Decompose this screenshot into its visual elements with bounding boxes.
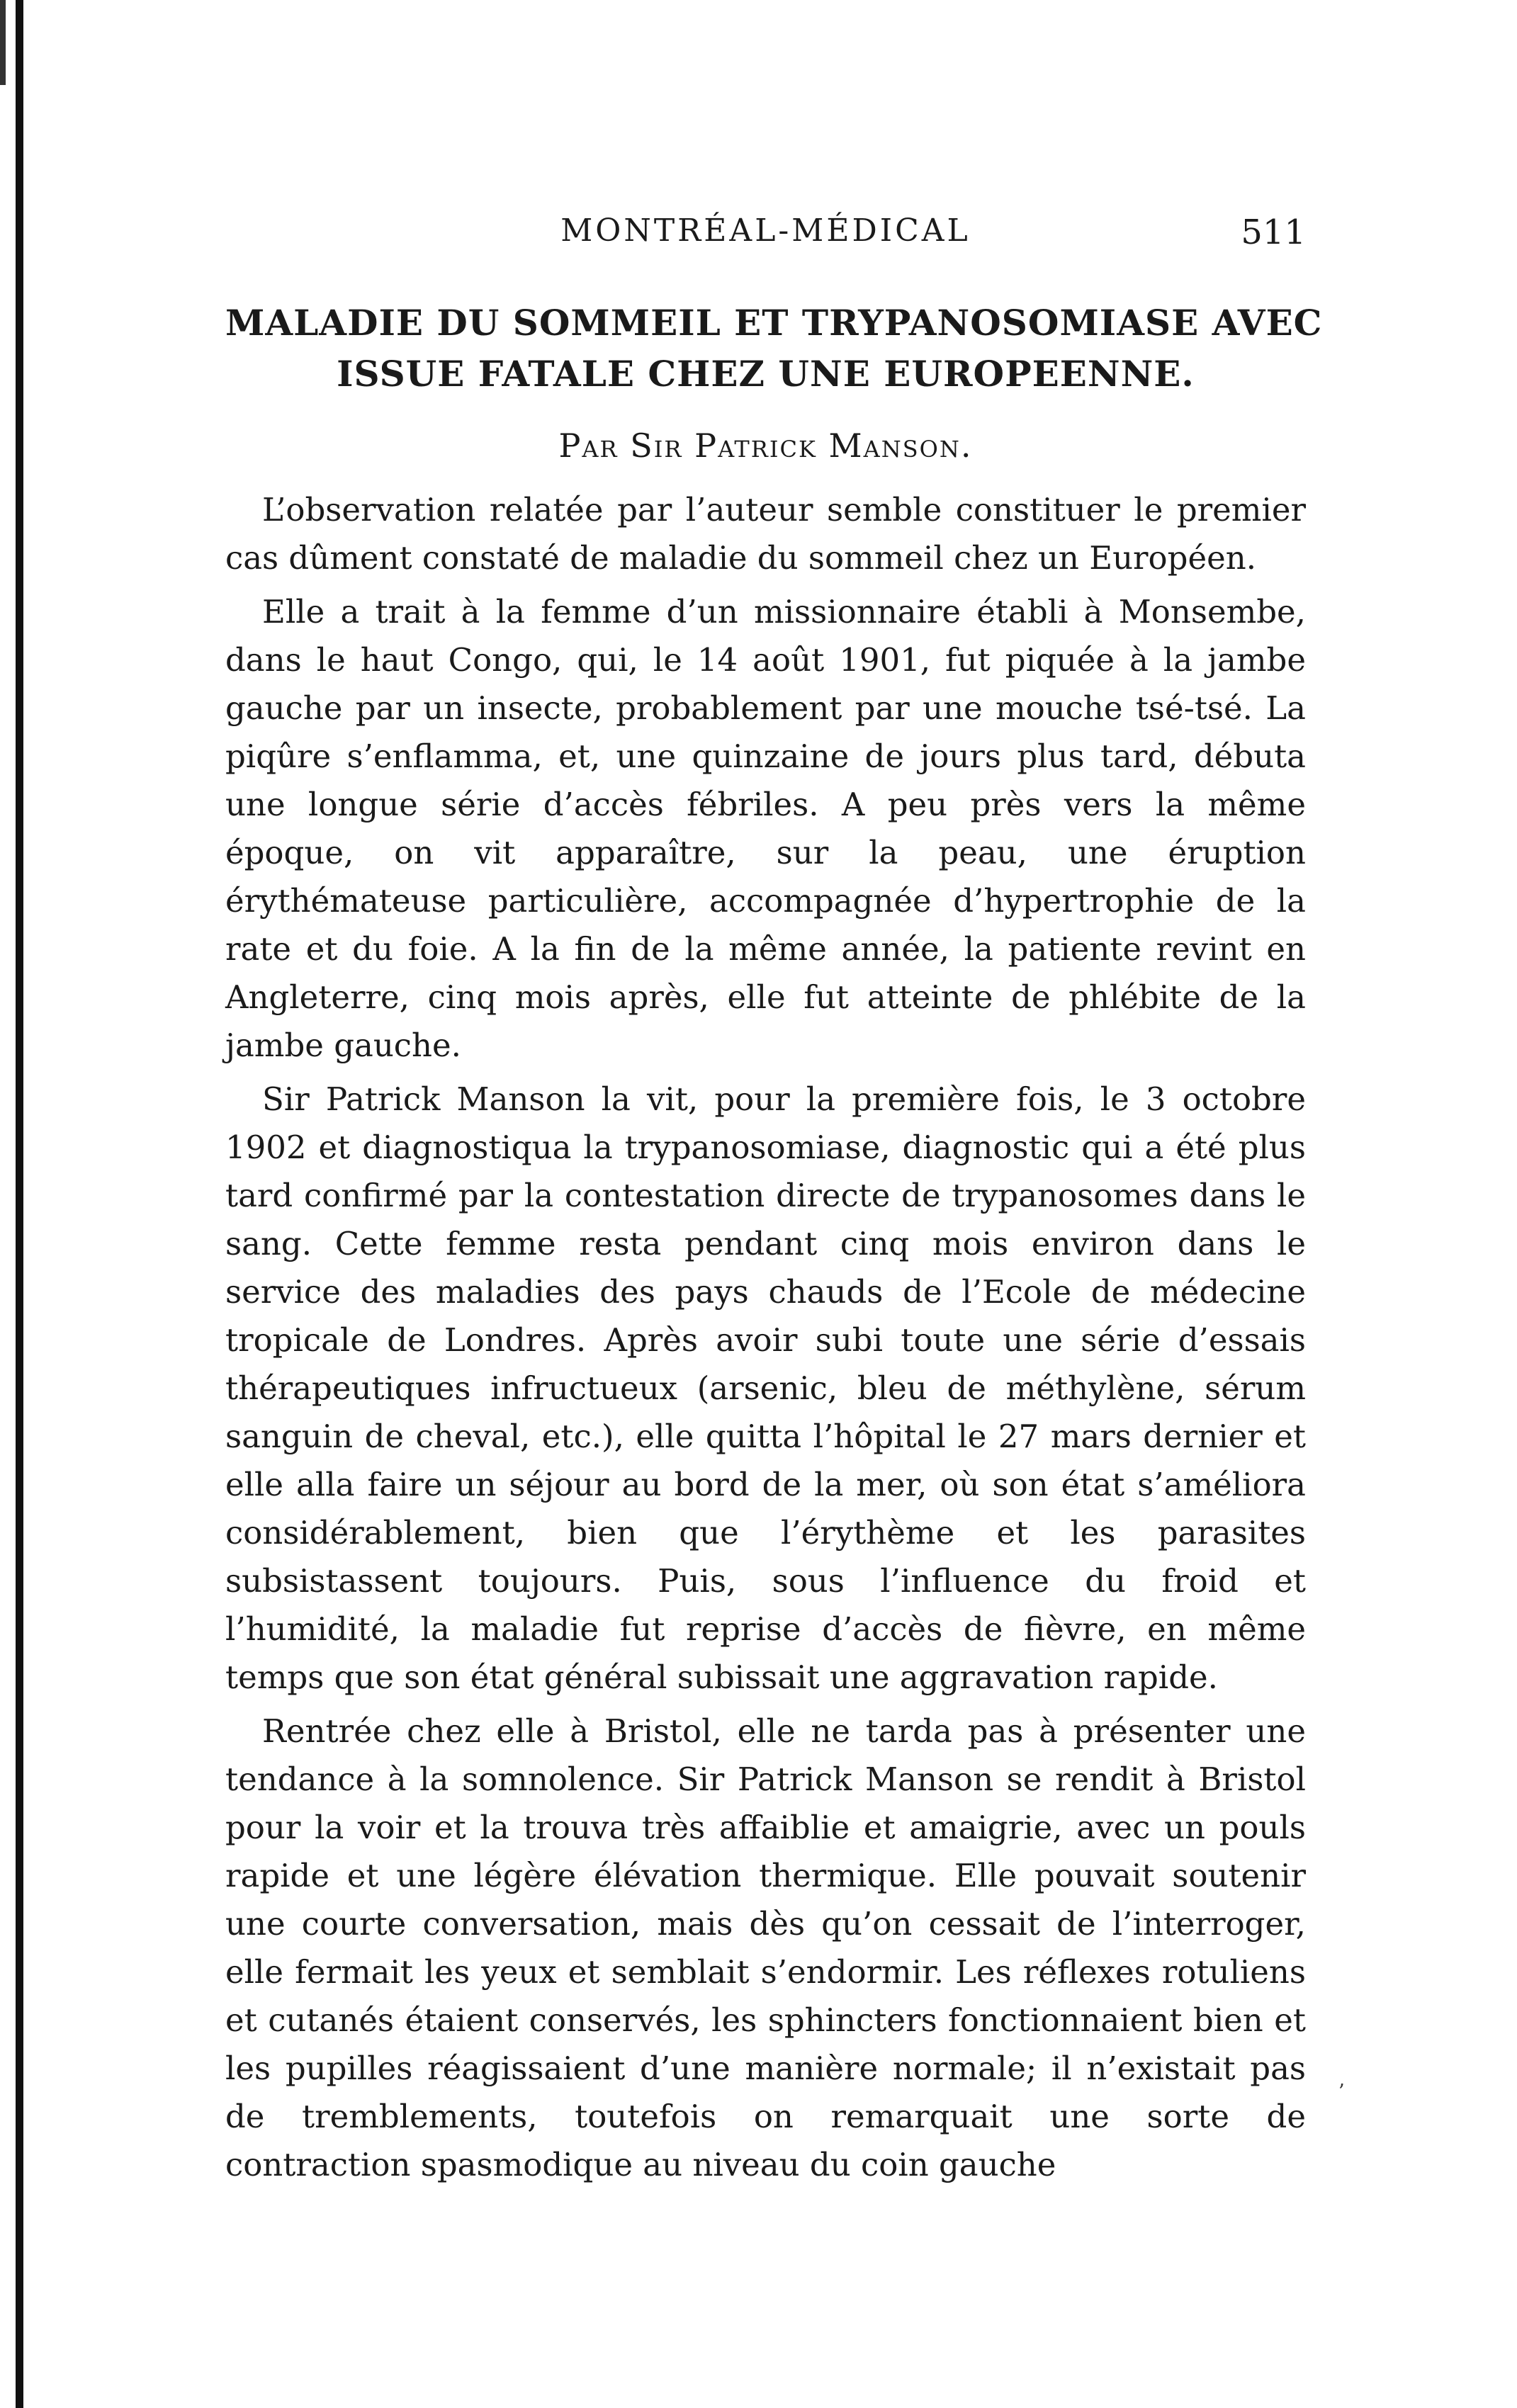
- article-title-line: MALADIE DU SOMMEIL ET TRYPANOSOMIASE AVEC: [225, 302, 1323, 344]
- article-title: [225, 298, 1323, 400]
- page-number: 511: [1241, 213, 1306, 252]
- article-title-line: ISSUE FATALE CHEZ UNE EUROPEENNE.: [337, 353, 1195, 395]
- journal-page: [225, 213, 1323, 2195]
- page-corner-mark: [0, 0, 6, 85]
- paragraph-2: Elle a trait à la femme d’un missionnaire établi à Monsembe, dans le haut Congo, qui, le 14 août 1901, fut piquée à la jambe gauche par un insecte, probablement par une mouche tsé-tsé. La piqûre s’enflamma, et, une quinzaine de jours plus tard, débuta une longue série d’accès fébriles. A peu près vers la même époque, on vit apparaître, sur la peau, une éruption érythémateuse particulière, accompagnée d’hypertrophie de la rate et du foie. A la fin de la même année, la patiente revint en Angleterre, cinq mois après, elle fut atteinte de phlébite de la jambe gauche.: [225, 593, 1306, 1064]
- running-head: [225, 213, 1306, 262]
- page-binding-edge: [16, 0, 23, 2408]
- article-byline: Par Sir Patrick Manson.: [558, 426, 973, 465]
- stray-ink-mark: ʼ: [1338, 2080, 1344, 2103]
- paragraph-3: Sir Patrick Manson la vit, pour la première fois, le 3 octobre 1902 et diagnostiqua la trypanosomiase, diagnostic qui a été plus tard confirmé par la contestation directe de trypanosomes dans le sang. Cette femme resta pendant cinq mois environ dans le service des maladies des pays chauds de l’Ecole de médecine tropicale de Londres. Après avoir subi toute une série d’essais thérapeutiques infructueux (arsenic, bleu de méthylène, sérum sanguin de cheval, etc.), elle quitta l’hôpital le 27 mars dernier et elle alla faire un séjour au bord de la mer, où son état s’améliora considérablement, bien que l’érythème et les parasites subsistassent toujours. Puis, sous l’influence du froid et l’humidité, la maladie fut reprise d’accès de fièvre, en même temps que son état général subissait une aggravation rapide.: [225, 1080, 1306, 1696]
- paragraph-1: L’observation relatée par l’auteur semble constituer le premier cas dûment constaté de maladie du sommeil chez un Européen.: [225, 491, 1306, 577]
- running-title: MONTRÉAL-MÉDICAL: [560, 213, 971, 249]
- paragraph-4: Rentrée chez elle à Bristol, elle ne tarda pas à présenter une tendance à la somnolence. Sir Patrick Manson se rendit à Bristol pour la voir et la trouva très affaiblie et amaigrie, avec un pouls rapide et une légère élévation thermique. Elle pouvait soutenir une courte conversation, mais dès qu’on cessait de l’interroger, elle fermait les yeux et semblait s’endormir. Les réflexes rotuliens et cutanés étaient conservés, les sphincters fonctionnaient bien et les pupilles réagissaient d’une manière normale; il n’existait pas de tremblements, toutefois on remarquait une sorte de contraction spasmodique au niveau du coin gauche: [225, 1712, 1306, 2183]
